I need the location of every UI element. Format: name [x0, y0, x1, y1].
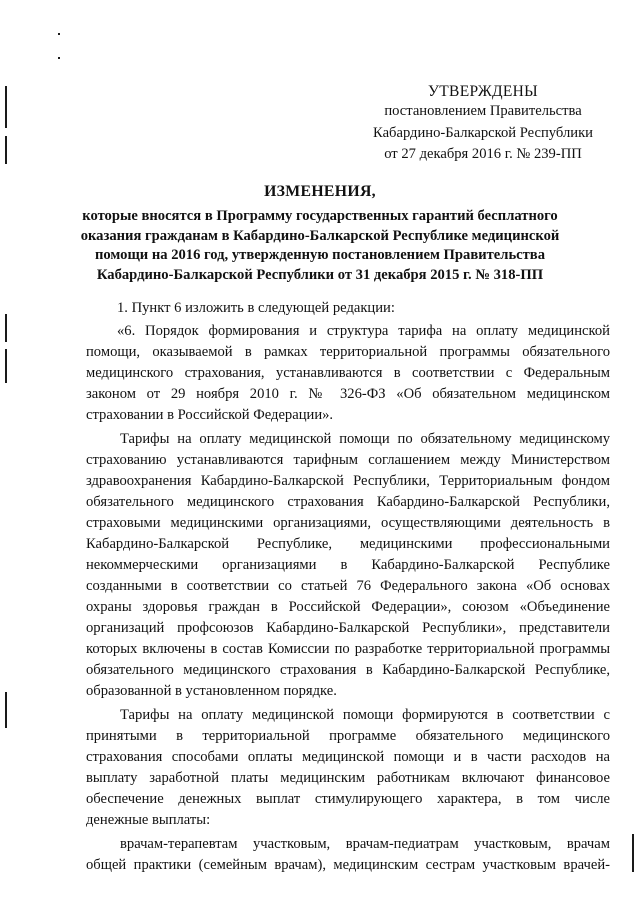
body-line: «6. Порядок формирования и структура тарифа на оплату медицинской	[117, 323, 610, 339]
body-line: Тарифы на оплату медицинской помощи по обязательному медицинскому	[120, 431, 610, 447]
body-line: выплату заработной платы медицинским работникам включают финансовое	[86, 770, 610, 786]
body-line: врачам-терапевтам участковым, врачам-педиатрам участковым, врачам	[120, 836, 610, 852]
document-title: ИЗМЕНЕНИЯ,	[264, 183, 376, 200]
body-line: страховыми медицинскими организациями, осуществляющими деятельность в	[86, 515, 610, 531]
body-line: помощи, оказываемой в рамках территориальной программы обязательного	[86, 344, 610, 360]
body-line: организаций профсоюзов Кабардино-Балкарской Республики», представители	[86, 620, 610, 636]
body-line: медицинского страхования, устанавливаются в соответствии с Федеральным	[86, 365, 610, 381]
body-line: принятыми в территориальной программе обязательного медицинского	[86, 728, 610, 744]
approval-heading: УТВЕРЖДЕНЫ	[428, 83, 538, 100]
body-line: страхованию устанавливаются тарифным соглашением между Министерством	[86, 452, 610, 468]
body-line: обязательного медицинского страхования Кабардино-Балкарской Республики,	[86, 494, 610, 510]
approval-block	[358, 80, 608, 166]
document-title-block	[70, 181, 570, 285]
scan-mark	[5, 349, 7, 383]
body-line: образованной в установленном порядке.	[86, 683, 337, 699]
body-line: общей практики (семейным врачам), медицинским сестрам участковым врачей-	[86, 857, 610, 873]
body-line: созданными в соответствии со статьей 76 Федерального закона «Об основах	[86, 578, 610, 594]
approval-line: постановлением Правительства	[384, 103, 582, 119]
body-line: 1. Пункт 6 изложить в следующей редакции:	[117, 300, 395, 316]
body-line: Тарифы на оплату медицинской помощи формируются в соответствии с	[120, 707, 610, 723]
scan-mark	[5, 692, 7, 728]
body-line: Кабардино-Балкарской Республике, медицинскими профессиональными	[86, 536, 610, 552]
body-line: которых включены в состав Комиссии по разработке территориальной программы	[86, 641, 610, 657]
document-subtitle-line: помощи на 2016 год, утвержденную постановлением Правительства	[95, 247, 545, 264]
body-line: обеспечение денежных выплат стимулирующего характера, в том числе	[86, 791, 610, 807]
body-line: законом от 29 ноября 2010 г. № 326-ФЗ «Об обязательном медицинском	[86, 386, 610, 402]
scan-mark	[632, 834, 634, 872]
body-line: страхования способами оплаты медицинской помощи и в части расходов на	[86, 749, 610, 765]
scan-mark	[5, 314, 7, 342]
body-line: некоммерческими организациями в Кабардино-Балкарской Республике	[86, 557, 610, 573]
scan-mark	[5, 136, 7, 164]
body-line: обязательного медицинского страхования в Кабардино-Балкарской Республике,	[86, 662, 610, 678]
body-line: охраны здоровья граждан в Российской Федерации», союзом «Объединение	[86, 599, 610, 615]
body-line: денежные выплаты:	[86, 812, 211, 828]
document-subtitle-line: оказания гражданам в Кабардино-Балкарской Республике медицинской	[80, 227, 560, 244]
approval-line: Кабардино-Балкарской Республики	[373, 124, 593, 141]
document-subtitle-line: которые вносятся в Программу государственных гарантий бесплатного	[82, 208, 558, 224]
document-subtitle-line: Кабардино-Балкарской Республики от 31 декабря 2015 г. № 318-ПП	[96, 266, 544, 283]
scan-mark	[58, 57, 60, 59]
scan-mark	[5, 86, 7, 128]
scan-mark	[58, 33, 60, 35]
body-line: страховании в Российской Федерации».	[86, 407, 334, 423]
body-line: здравоохранения Кабардино-Балкарской Республики, Территориальным фондом	[86, 473, 610, 489]
approval-line: от 27 декабря 2016 г. № 239-ПП	[384, 146, 582, 162]
